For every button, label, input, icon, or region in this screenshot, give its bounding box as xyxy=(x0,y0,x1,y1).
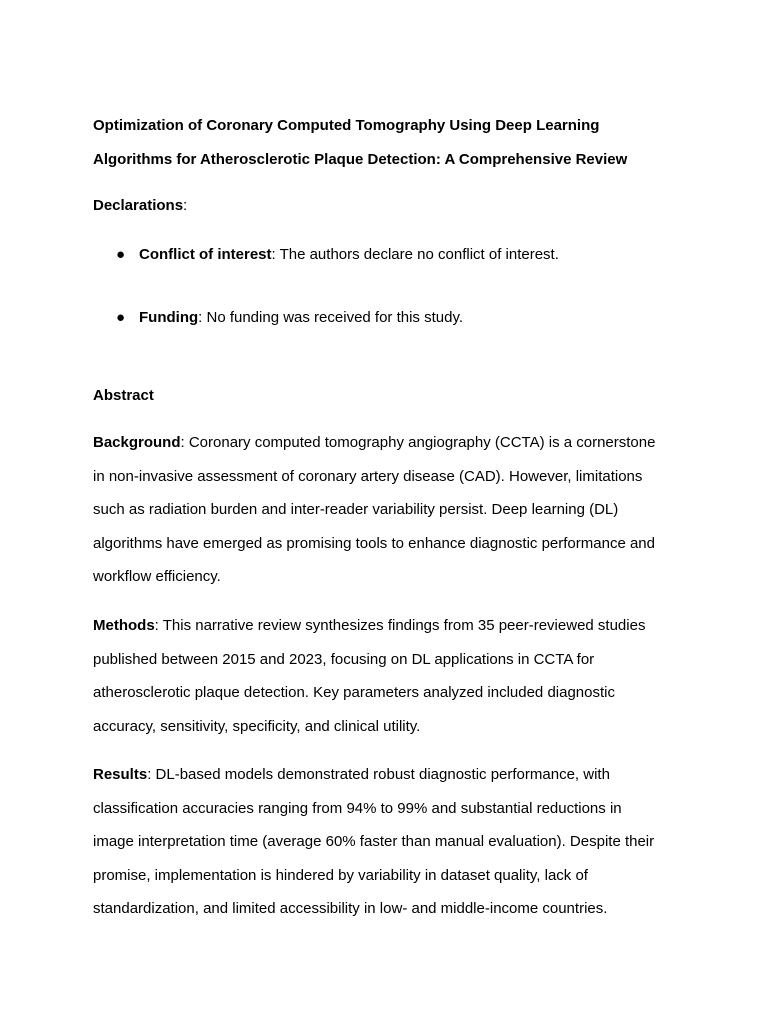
title-line-2: Algorithms for Atherosclerotic Plaque Detection: A Comprehensive Review xyxy=(93,150,628,168)
paragraph-line: image interpretation time (average 60% faster than manual evaluation). Despite their xyxy=(93,833,655,851)
abstract-background-paragraph xyxy=(93,426,693,594)
bullet-icon: ● xyxy=(116,246,126,263)
title-line-1: Optimization of Coronary Computed Tomography Using Deep Learning xyxy=(93,117,600,134)
declaration-text: : The authors declare no conflict of interest. xyxy=(271,246,559,263)
paragraph-line: atherosclerotic plaque detection. Key parameters analyzed included diagnostic xyxy=(93,684,615,702)
abstract-results-paragraph xyxy=(93,758,693,926)
paragraph-line: standardization, and limited accessibility in low- and middle-income countries. xyxy=(93,900,608,918)
abstract-heading: Abstract xyxy=(93,387,154,404)
background-label: Background xyxy=(93,434,181,451)
paragraph-line: : DL-based models demonstrated robust diagnostic performance, with xyxy=(147,766,610,783)
paragraph-line: promise, implementation is hindered by variability in dataset quality, lack of xyxy=(93,866,588,884)
declarations-heading xyxy=(93,189,693,223)
methods-label: Methods xyxy=(93,617,155,634)
declaration-label: Funding xyxy=(139,309,199,326)
paragraph-line: accuracy, sensitivity, specificity, and clinical utility. xyxy=(93,717,421,735)
abstract-methods-paragraph xyxy=(93,609,693,743)
declarations-colon: : xyxy=(183,197,188,214)
declaration-text: : No funding was received for this study. xyxy=(198,309,464,326)
paper-title xyxy=(93,109,693,176)
paragraph-line: : This narrative review synthesizes findings from 35 peer-reviewed studies xyxy=(154,617,646,634)
paragraph-line: algorithms have emerged as promising tools to enhance diagnostic performance and xyxy=(93,534,655,552)
paragraph-line: in non-invasive assessment of coronary artery disease (CAD). However, limitations xyxy=(93,467,643,485)
paragraph-line: : Coronary computed tomography angiography (CCTA) is a cornerstone xyxy=(180,434,656,451)
paragraph-line: published between 2015 and 2023, focusing on DL applications in CCTA for xyxy=(93,650,595,668)
declarations-label: Declarations xyxy=(93,197,184,214)
bullet-icon: ● xyxy=(116,309,126,326)
declaration-label: Conflict of interest xyxy=(139,246,272,263)
paragraph-line: workflow efficiency. xyxy=(93,568,221,586)
paragraph-line: classification accuracies ranging from 94% to 99% and substantial reductions in xyxy=(93,799,622,817)
paragraph-line: such as radiation burden and inter-reader variability persist. Deep learning (DL) xyxy=(93,501,619,519)
results-label: Results xyxy=(93,766,148,783)
